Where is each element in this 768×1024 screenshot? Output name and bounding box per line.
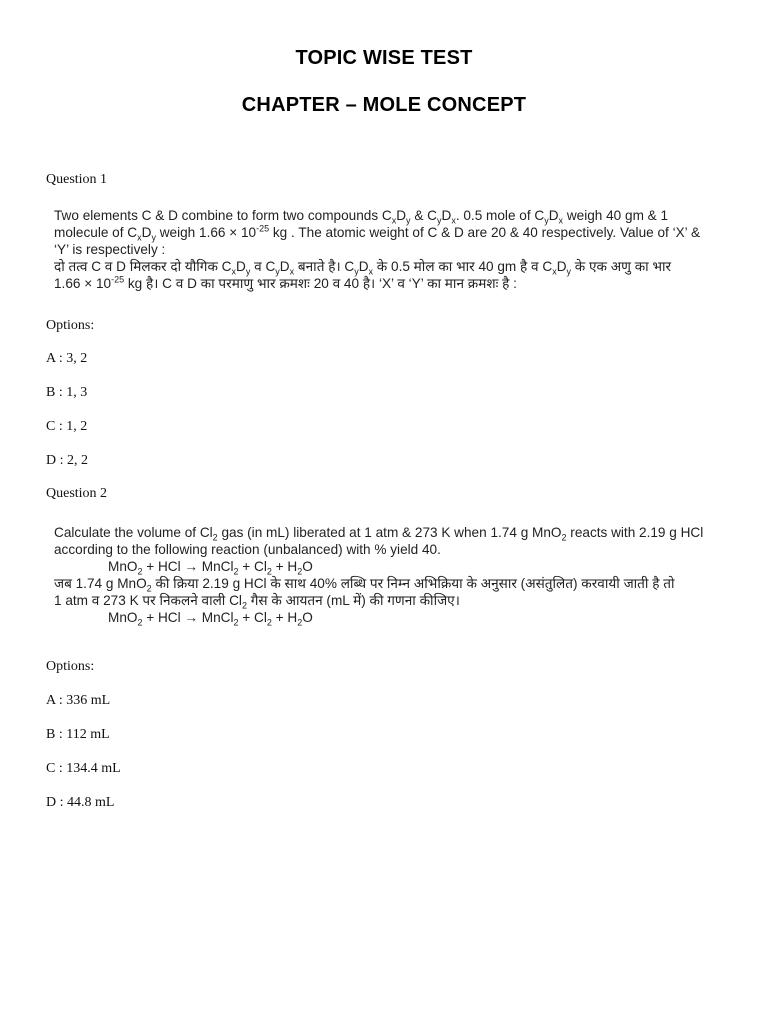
question-1-en-line: ‘Y’ is respectively : [54, 242, 166, 257]
question-2-equation: MnO$_2$ + HCl → MnCl$_2$ + $Cl_2 + H_2O$ [108, 559, 313, 577]
document-title: TOPIC WISE TEST [295, 47, 473, 69]
question-2-equation-repeat: MnO$_2$ + HCl → MnCl$_2$ + $Cl_2 + H_2O$ [108, 610, 313, 628]
question-1-option-c: C : 1, 2 [46, 419, 88, 434]
question-1-body [54, 207, 738, 292]
question-1-options-label: Options: [46, 318, 95, 333]
question-1-option-d: D : 2, 2 [46, 453, 88, 468]
question-1-option-b: B : 1, 3 [46, 385, 88, 400]
question-1-hi-line: दो तत्व C व D मिलकर दो यौगिक $C_xD_y$ व $C_yD_x$ बनाते है। $C_yD_x$ के 0.5 मोल का भार 40 gm है व $C_xD_y$ के एक अणु का भार [54, 259, 672, 277]
question-2-hi-line: जब 1.74 g MnO$_2$ की क्रिया 2.19 g HCl के साथ 40% लब्धि पर निम्न अभिक्रिया के अनुसार (असंतुलित) करवायी जाती है तो [54, 576, 675, 594]
question-2-options-label: Options: [46, 659, 95, 674]
question-2-label: Question 2 [46, 486, 108, 501]
question-1-en-line: Two elements C & D combine to form two compounds $C_xD_y$ & $C_yD_x$. 0.5 mole of $C_yD_x$ weigh 40 gm & 1 [54, 208, 669, 226]
question-2-option-b: B : 112 mL [46, 727, 110, 742]
question-2-en-line: Calculate the volume of $Cl_2$ gas (in mL) liberated at 1 atm & 273 K when 1.74 g MnO$_2$ reacts with 2.19 g HCl [54, 525, 704, 543]
question-2-option-c: C : 134.4 mL [46, 761, 121, 776]
question-2-option-d: D : 44.8 mL [46, 795, 115, 810]
question-1-option-a: A : 3, 2 [46, 351, 88, 366]
question-2-body [54, 524, 738, 626]
chapter-title: CHAPTER – MOLE CONCEPT [241, 94, 527, 116]
question-1-hi-line: $1.66 \times 10^{-25}$ kg है। C व D का परमाणु भार क्रमशः 20 व 40 है। ‘X’ व ‘Y’ का मान क्रमशः है : [54, 274, 517, 291]
question-2-en-line: according to the following reaction (unbalanced) with % yield 40. [54, 542, 441, 557]
question-2-option-a: A : 336 mL [46, 693, 111, 708]
question-1-en-line: molecule of $C_xD_y$ weigh $1.66 \times 10^{-25}$ kg . The atomic weight of C & D are 20 & 40 respectively. Value of ‘X’ & [54, 223, 701, 243]
question-2-hi-line: 1 atm व 273 K पर निकलने वाली $Cl_2$ गैस के आयतन (mL में) की गणना कीजिए। [54, 593, 460, 611]
question-1-label: Question 1 [46, 172, 108, 187]
